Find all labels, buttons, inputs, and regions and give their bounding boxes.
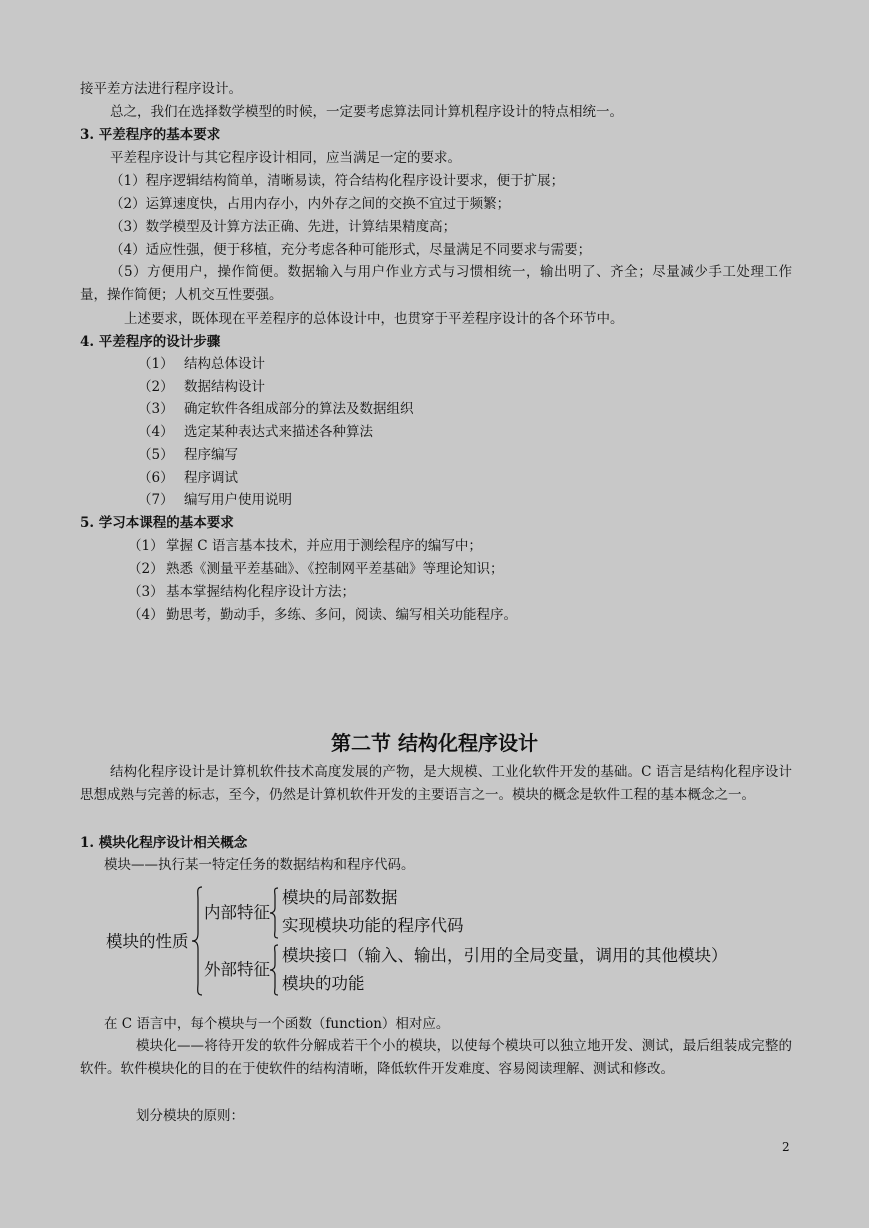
external-item: 模块接口（输入、输出，引用的全局变量，调用的其他模块） — [282, 946, 728, 965]
step-text: 程序编写 — [184, 447, 238, 463]
section-1-heading: 1. 模块化程序设计相关概念 — [80, 835, 248, 851]
goal-item — [80, 582, 792, 602]
step-number: （3） — [138, 401, 174, 417]
goal-item — [80, 605, 792, 625]
goal-text: 掌握 C 语言基本技术，并应用于测绘程序的编写中； — [166, 538, 482, 554]
function-correspondence: 在 C 语言中，每个模块与一个函数（function）相对应。 — [104, 1016, 450, 1032]
modularization-paragraph: 模块化——将待开发的软件分解成若干个小的模块，以使每个模块可以独立地开发、测试，最后组装成完整的软件。软件模块化的目的在于使软件的结构清晰，降低软件开发难度、容易阅读理解、测试和修改。 — [80, 1038, 792, 1077]
goal-item — [80, 536, 792, 556]
requirement-item: （3）数学模型及计算方法正确、先进，计算结果精度高； — [110, 219, 457, 235]
chapter-intro: 结构化程序设计是计算机软件技术高度发展的产物，是大规模、工业化软件开发的基础。C 语言是结构化程序设计思想成熟与完善的标志，至今，仍然是计算机软件开发的主要语言之一。模块的概念是软件工程的基本概念之一。 — [80, 764, 792, 803]
external-label: 外部特征 — [204, 960, 270, 979]
external-item: 模块的功能 — [282, 974, 365, 993]
step-text: 确定软件各组成部分的算法及数据组织 — [184, 401, 414, 417]
paragraph-continuation: 接平差方法进行程序设计。 — [80, 81, 242, 97]
step-number: （2） — [138, 379, 174, 395]
step-item — [80, 468, 792, 488]
external-brace — [268, 943, 280, 997]
page-number: 2 — [782, 1140, 790, 1154]
step-number: （6） — [138, 470, 174, 486]
requirement-item: （4）适应性强，便于移植，充分考虑各种可能形式，尽量满足不同要求与需要； — [110, 242, 592, 258]
requirement-item: （2）运算速度快，占用内存小，内外存之间的交换不宜过于频繁； — [110, 196, 511, 212]
step-item — [80, 377, 792, 397]
goal-text: 基本掌握结构化程序设计方法； — [166, 584, 355, 600]
section-3-summary: 上述要求，既体现在平差程序的总体设计中，也贯穿于平差程序设计的各个环节中。 — [124, 311, 624, 327]
module-definition: 模块——执行某一特定任务的数据结构和程序代码。 — [104, 857, 415, 873]
step-text: 数据结构设计 — [184, 379, 265, 395]
goal-number: （3） — [128, 584, 164, 600]
internal-label: 内部特征 — [204, 903, 270, 922]
goal-number: （4） — [128, 607, 164, 623]
section-4-heading: 4. 平差程序的设计步骤 — [80, 334, 221, 350]
goal-number: （1） — [128, 538, 164, 554]
internal-item: 实现模块功能的程序代码 — [282, 916, 464, 935]
step-number: （4） — [138, 424, 174, 440]
goal-item — [80, 559, 792, 579]
step-number: （5） — [138, 447, 174, 463]
goal-text: 勤思考，勤动手，多练、多问，阅读、编写相关功能程序。 — [166, 607, 517, 623]
step-item — [80, 399, 792, 419]
step-number: （1） — [138, 356, 174, 372]
step-text: 选定某种表达式来描述各种算法 — [184, 424, 373, 440]
chapter-title: 第二节 结构化程序设计 — [331, 731, 538, 755]
section-3-heading: 3. 平差程序的基本要求 — [80, 127, 221, 143]
partition-principle: 划分模块的原则： — [136, 1108, 244, 1124]
paragraph-summary: 总之，我们在选择数学模型的时候，一定要考虑算法同计算机程序设计的特点相统一。 — [110, 104, 623, 120]
internal-brace — [268, 886, 280, 940]
requirement-item: （5）方便用户，操作简便。数据输入与用户作业方式与习惯相统一，输出明了、齐全；尽量减少手工处理工作量，操作简便；人机交互性要强。 — [80, 264, 792, 303]
root-brace — [190, 885, 204, 997]
goal-text: 熟悉《测量平差基础》、《控制网平差基础》等理论知识； — [166, 561, 504, 577]
goal-number: （2） — [128, 561, 164, 577]
step-number: （7） — [138, 492, 174, 508]
step-text: 程序调试 — [184, 470, 238, 486]
section-5-heading: 5. 学习本课程的基本要求 — [80, 515, 234, 531]
step-item — [80, 354, 792, 374]
section-3-intro: 平差程序设计与其它程序设计相同，应当满足一定的要求。 — [110, 150, 461, 166]
step-item — [80, 490, 792, 510]
internal-item: 模块的局部数据 — [282, 888, 398, 907]
requirement-item: （1）程序逻辑结构简单，清晰易读，符合结构化程序设计要求，便于扩展； — [110, 173, 565, 189]
step-text: 结构总体设计 — [184, 356, 265, 372]
step-item — [80, 445, 792, 465]
step-item — [80, 422, 792, 442]
step-text: 编写用户使用说明 — [184, 492, 292, 508]
diagram-root: 模块的性质 — [106, 932, 189, 951]
